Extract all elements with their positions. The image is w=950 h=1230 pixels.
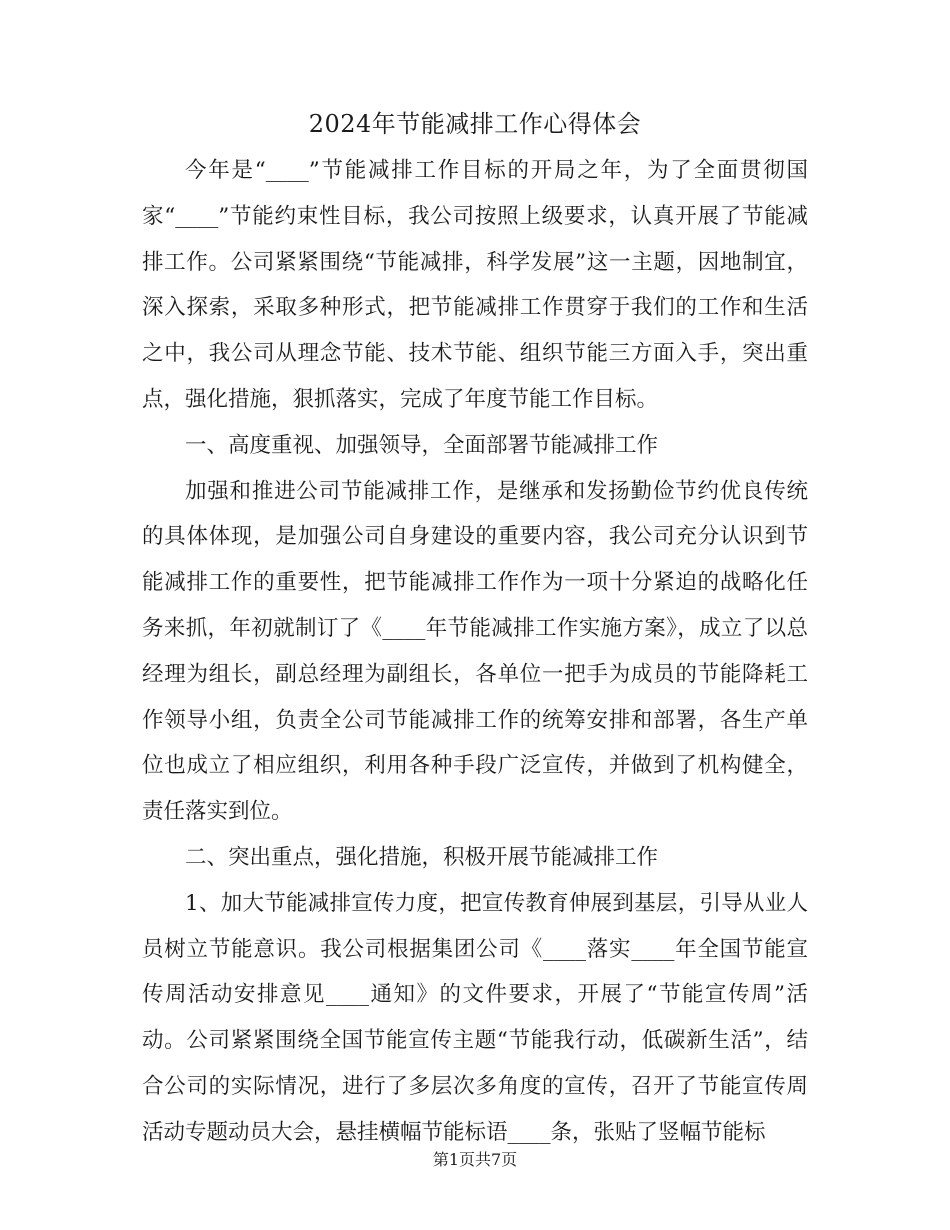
document-title: 2024年节能减排工作心得体会 — [308, 110, 642, 138]
document-body — [142, 148, 808, 1156]
paragraph-section-1: 加强和推进公司节能减排工作，是继承和发扬勤俭节约优良传统的具体体现，是加强公司自身建设的重要内容，我公司充分认识到节能减排工作的重要性，把节能减排工作作为一项十分紧迫的战略化任务来抓，年初就制订了《____年节能减排工作实施方案》，成立了以总经理为组长，副总经理为副组长，各单位一把手为成员的节能降耗工作领导小组，负责全公司节能减排工作的统筹安排和部署，各生产单位也成立了相应组织，利用各种手段广泛宣传，并做到了机构健全，责任落实到位。 — [142, 478, 808, 825]
section-heading-2: 二、突出重点，强化措施，积极开展节能减排工作 — [185, 844, 659, 870]
section-heading-1: 一、高度重视、加强领导，全面部署节能减排工作 — [185, 432, 659, 458]
paragraph-intro: 今年是“____”节能减排工作目标的开局之年，为了全面贯彻国家“____”节能约束性目标，我公司按照上级要求，认真开展了节能减排工作。公司紧紧围绕“节能减排，科学发展”这一主题，因地制宜，深入探索，采取多种形式，把节能减排工作贯穿于我们的工作和生活之中，我公司从理念节能、技术节能、组织节能三方面入手，突出重点，强化措施，狠抓落实，完成了年度节能工作目标。 — [142, 158, 808, 412]
paragraph-section-2-item-1: 1、加大节能减排宣传力度，把宣传教育伸展到基层，引导从业人员树立节能意识。我公司根据集团公司《____落实____年全国节能宣传周活动安排意见____通知》的文件要求，开展了“节能宣传周”活动。公司紧紧围绕全国节能宣传主题“节能我行动，低碳新生活”，结合公司的实际情况，进行了多层次多角度的宣传，召开了节能宣传周活动专题动员大会，悬挂横幅节能标语____条，张贴了竖幅节能标 — [142, 890, 808, 1145]
page-number-footer: 第1页共7页 — [432, 1150, 518, 1169]
